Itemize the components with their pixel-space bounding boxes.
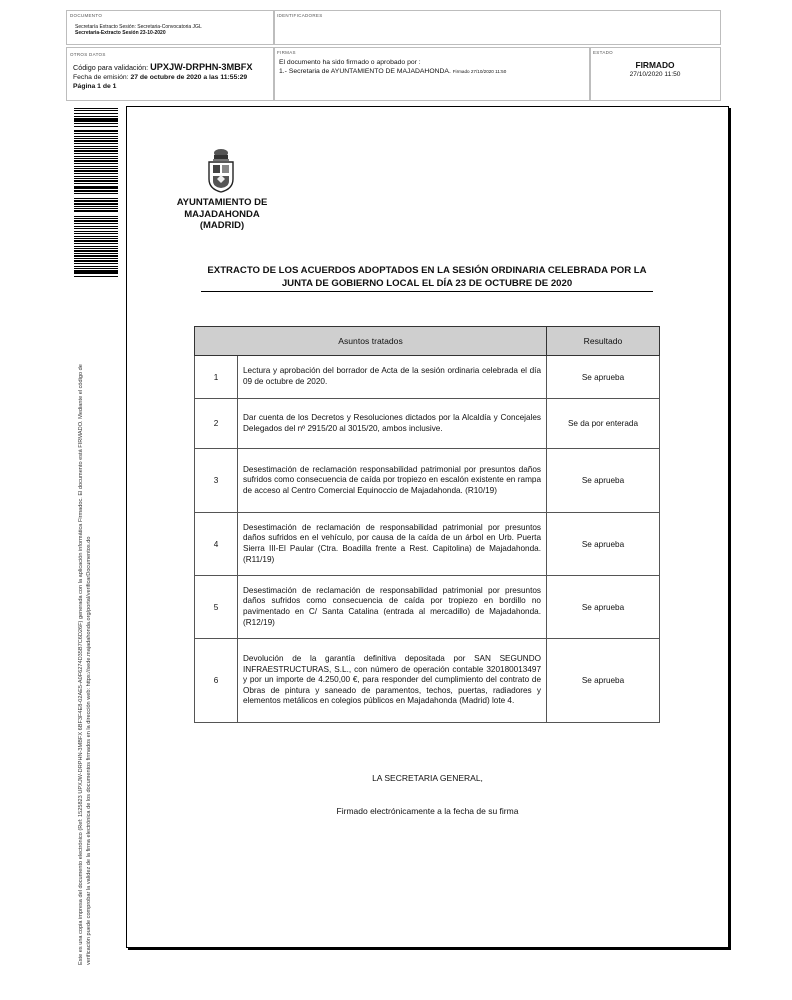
header-identificadores-box	[273, 10, 721, 45]
estado-label: ESTADO	[593, 50, 613, 55]
organization-name	[167, 197, 277, 232]
row-description: Desestimación de reclamación de responsabilidad patrimonial por presuntos daños sufridos en el vehículo, por causa de la caída de un árbol en Urb. Puerta Sierra III-El Paular (Ctra. Boadilla frente a Rest. Capitolina) de Majadahonda. (R11/19)	[238, 513, 547, 576]
row-number: 1	[195, 356, 238, 399]
estado-value: FIRMADO	[635, 60, 675, 70]
table-row	[195, 513, 660, 576]
row-description: Desestimación de reclamación responsabilidad patrimonial por presuntos daños sufridos como consecuencia de caída por tropiezo en escalón existente en rampa de acceso al Centro Comercial Equinoccio de Majadahonda. (R10/19)	[238, 449, 547, 513]
table-row	[195, 576, 660, 639]
title-line1: EXTRACTO DE LOS ACUERDOS ADOPTADOS EN LA SESIÓN ORDINARIA CELEBRADA POR LA	[207, 265, 647, 276]
firmas-line2-wrap	[279, 68, 506, 77]
row-result: Se aprueba	[547, 356, 660, 399]
row-result: Se aprueba	[547, 639, 660, 723]
pagina-text: Página 1 de 1	[73, 83, 117, 90]
row-number: 2	[195, 399, 238, 449]
barcode	[74, 108, 118, 278]
fecha-value: 27 de octubre de 2020 a las 11:55:29	[130, 74, 248, 81]
estado-date: 27/10/2020 11:50	[629, 71, 681, 78]
signature-title: LA SECRETARIA GENERAL,	[372, 773, 483, 783]
table-row	[195, 449, 660, 513]
documento-line2: Secretaria-Extracto Sesión 23-10-2020	[75, 30, 166, 37]
table-header-row	[195, 327, 660, 356]
documento-line1: Secretaría Extracto Sesión: Secretaria-Convocatoria JGL	[75, 24, 202, 30]
codigo-validacion	[73, 62, 253, 72]
codigo-prefix: Código para validación:	[73, 63, 149, 72]
col-header-asuntos: Asuntos tratados	[195, 327, 547, 356]
title-line2: JUNTA DE GOBIERNO LOCAL EL DÍA 23 DE OCTUBRE DE 2020	[281, 278, 573, 289]
signature-note: Firmado electrónicamente a la fecha de su firma	[336, 806, 519, 816]
row-number: 3	[195, 449, 238, 513]
header-estado-box	[589, 47, 721, 101]
identificadores-label: IDENTIFICADORES	[277, 13, 323, 18]
row-result: Se da por enterada	[547, 399, 660, 449]
header-firmas-box	[273, 47, 591, 101]
row-description: Dar cuenta de los Decretos y Resoluciones dictados por la Alcaldía y Concejales Delegados del nº 2915/20 al 3015/20, ambos inclusive.	[238, 399, 547, 449]
side-note-line1: Este es una copia impresa del documento electrónico (Ref: 1525823 UPXJW-DRPHN-3MBFX 6BF3F4E8-02AE5-A0F6274D35B7C6D26F) generada con la aplicación informática Firmadoc. El documento está FIRMADO. Mediante el código de	[78, 364, 84, 965]
firmas-label: FIRMAS	[277, 50, 296, 55]
row-result: Se aprueba	[547, 513, 660, 576]
org-line2: MAJADAHONDA	[184, 208, 260, 220]
row-number: 5	[195, 576, 238, 639]
coat-of-arms-icon	[205, 147, 237, 193]
fecha-prefix: Fecha de emisión:	[73, 74, 129, 81]
documento-text	[75, 24, 271, 36]
firmas-text	[279, 59, 506, 76]
fecha-emision	[73, 74, 247, 81]
row-description: Lectura y aprobación del borrador de Acta de la sesión ordinaria celebrada el día 09 de octubre de 2020.	[238, 356, 547, 399]
table-row	[195, 639, 660, 723]
row-number: 4	[195, 513, 238, 576]
firmas-line1: El documento ha sido firmado o aprobado por :	[279, 59, 421, 66]
org-line1: AYUNTAMIENTO DE	[176, 197, 268, 208]
table-row	[195, 356, 660, 399]
side-note-line2: verificación puede comprobar la validez de la firma electrónica de los documentos firmados en la dirección web: https://sede.majadahonda.org/portal/verificarDocumentos.do	[85, 536, 92, 965]
document-page	[126, 106, 729, 948]
title-underline	[201, 291, 653, 292]
col-header-resultado: Resultado	[547, 327, 660, 356]
row-description: Desestimación de reclamación de responsabilidad patrimonial por presuntos daños sufridos como consecuencia de caída por tropiezo en bordillo no pavimentado en C/ Santa Catalina (entrada al mercadillo) de Majadahonda. (R12/19)	[238, 576, 547, 639]
side-verification-note	[78, 305, 93, 965]
codigo-value: UPXJW-DRPHN-3MBFX	[150, 62, 253, 72]
row-result: Se aprueba	[547, 449, 660, 513]
header-otros-box	[66, 47, 275, 101]
row-number: 6	[195, 639, 238, 723]
agenda-table	[194, 326, 660, 723]
org-line3: (MADRID)	[199, 220, 245, 231]
firmas-line2: 1.- Secretaria de AYUNTAMIENTO DE MAJADAHONDA.	[279, 67, 451, 75]
firmas-date: Firmado 27/10/2020 11:50	[452, 68, 507, 74]
otros-label: OTROS DATOS	[70, 52, 106, 57]
document-title	[202, 264, 652, 290]
row-result: Se aprueba	[547, 576, 660, 639]
header-documento-box	[66, 10, 275, 45]
table-row	[195, 399, 660, 449]
documento-label: DOCUMENTO	[70, 13, 103, 18]
row-description: Devolución de la garantía definitiva depositada por SAN SEGUNDO INFRAESTRUCTURAS, S.L., con número de operación contable 320180013497 y por un importe de 4.250,00 €, para responder del cumplimiento del contrato de Obras de pintura y saneado de paramentos, techos, puertas, radiadores y elementos metálicos en colegios públicos en Majadahonda (Madrid) lote 4.	[238, 639, 547, 723]
